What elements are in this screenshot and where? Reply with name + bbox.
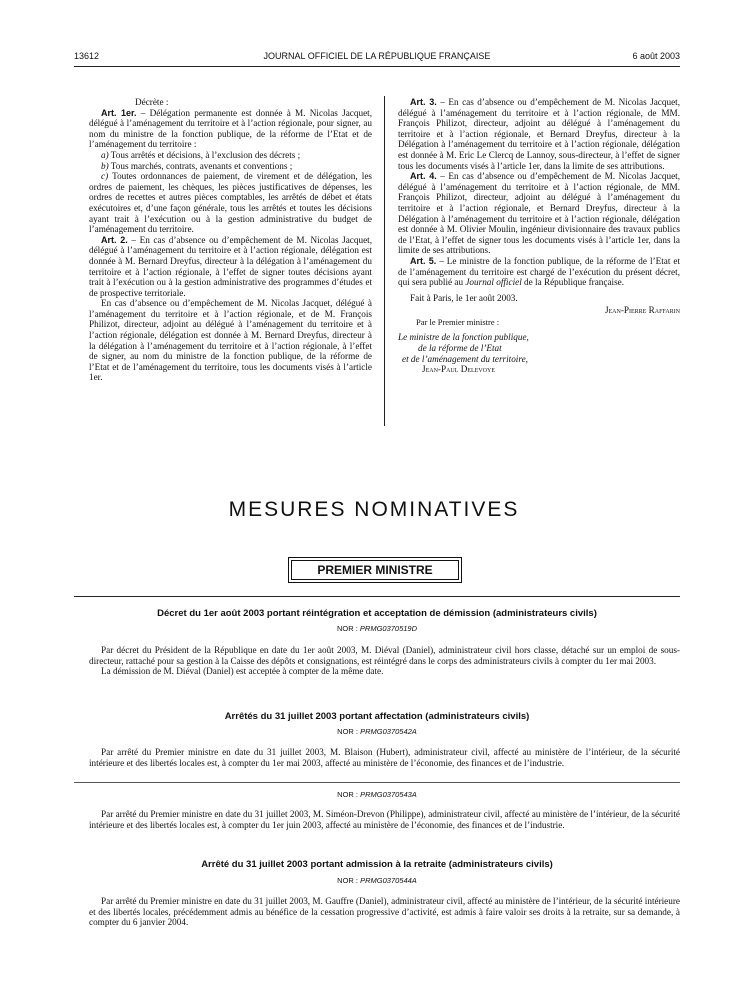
nor-label: NOR :: [336, 624, 358, 633]
header-rule: [74, 66, 680, 67]
nor-code: PRMG0370519D: [359, 624, 418, 633]
minister-name: Jean-Paul Delevoye: [422, 364, 495, 375]
article-4-text: – En cas d’absence ou d’empêchement de M. Nicolas Jacquet, délégué à l’aménagement du territoire et à l’action régionale, de MM. François Philizot, directeur, adjoint au délégué à l’aménagement du territoire et à l’action régionale, et Bernard Dreyfus, directeur à la Délégation à l’aménagement du territoire et à l’action régionale, délégation est donnée à M. Olivier Moulin, ingénieur divisionnaire des travaux publics de l’Etat, à l’effet de signer tous les documents visés à l’article 1er, dans la limite de ses attributions.: [398, 171, 681, 256]
ministry-rule: [74, 596, 680, 597]
article-2-label: Art. 2.: [101, 234, 128, 245]
entry-1-para-2: La démission de M. Diéval (Daniel) est acceptée à compter de la même date.: [101, 666, 384, 677]
item-c: [89, 171, 372, 235]
entry-2-nor: [74, 727, 680, 736]
left-column: [89, 97, 372, 383]
article-3: [398, 97, 680, 171]
entry-4-title: Arrêté du 31 juillet 2003 portant admission à la retraite (administrateurs civils): [201, 859, 553, 870]
entry-2-title: Arrêtés du 31 juillet 2003 portant affectation (administrateurs civils): [224, 711, 530, 722]
article-4: [398, 171, 680, 256]
article-5-text-a: – Le ministre de la fonction publique, de la réforme de l’Etat et de l’aménagement du territoire est chargé de l’exécution du présent décret, qui sera publié au: [398, 255, 680, 288]
right-column: [398, 97, 680, 375]
journal-officiel-ref: Journal officiel: [465, 277, 522, 288]
item-a: [89, 150, 372, 161]
entry-3-nor: [74, 790, 680, 799]
journal-title: JOURNAL OFFICIEL DE LA RÉPUBLIQUE FRANÇAISE: [263, 51, 491, 61]
column-divider: [384, 96, 385, 426]
page-header: [74, 51, 680, 65]
section-title: MESURES NOMINATIVES: [228, 498, 520, 521]
item-c-label: c): [101, 171, 109, 182]
nor-code: PRMG0370543A: [360, 790, 417, 799]
nor-code: PRMG0370544A: [360, 876, 417, 885]
entry-3-body: [89, 809, 680, 830]
article-5-label: Art. 5.: [410, 255, 437, 266]
article-5-text-b: de la République française.: [524, 277, 625, 288]
signatory-pm: Jean-Pierre Raffarin: [604, 305, 680, 316]
minister-title-3: et de l’aménagement du territoire,: [402, 353, 528, 364]
issue-date: 6 août 2003: [632, 51, 680, 61]
decrete-line: Décrète :: [135, 97, 169, 107]
entry-4-body: [89, 896, 680, 928]
entry-2-para-1: Par arrêté du Premier ministre en date du 31 juillet 2003, M. Blaison (Hubert), administrateur civil, affecté au ministère de l’intérieur, de la sécurité intérieure et des libertés locales est, à compter du 1er mai 2003, affecté au ministère de l’économie, des finances et de l’industrie.: [89, 747, 680, 768]
article-5: [398, 256, 680, 288]
ministry-box: [288, 557, 462, 583]
minister-title-2: de la réforme de l’Etat: [418, 343, 502, 354]
item-b-label: b): [101, 160, 109, 171]
entry-3-para-1: Par arrêté du Premier ministre en date du 31 juillet 2003, M. Siméon-Drevon (Philippe), administrateur civil, affecté au ministère de l’intérieur, de la sécurité intérieure et des libertés locales est, à compter du 1er juin 2003, affecté au ministère de l’économie, des finances et de l’industrie.: [89, 809, 680, 830]
par-le-premier-ministre: Par le Premier ministre :: [416, 316, 500, 327]
item-c-text: Toutes ordonnances de paiement, de virement et de délégation, les ordres de paiement, les chèques, les pièces justificatives de dépenses, les ordres de recettes et autres pièces comptables, les arrêtés de débet et états exécutoires et, d’une façon générale, tous les arrêtés et toutes les décisions ayant trait à l’exécution ou à la gestion administrative du budget de l’aménagement du territoire.: [89, 171, 372, 235]
entry-1-nor: [74, 624, 680, 633]
article-3-text: – En cas d’absence ou d’empêchement de M. Nicolas Jacquet, délégué à l’aménagement du territoire et à l’action régionale, de MM. François Philizot, directeur, adjoint au délégué à l’aménagement du territoire et à l’action régionale, et Bernard Dreyfus, directeur à la Délégation à l’aménagement du territoire et à l’action régionale, délégation est donnée à M. Eric Le Clercq de Lannoy, sous-directeur, à l’effet de signer tous les documents visés à l’article 1er, dans la limite de ses attributions.: [398, 97, 681, 171]
item-a-label: a): [101, 149, 109, 160]
entry-1-para-1: Par décret du Président de la République en date du 1er août 2003, M. Diéval (Daniel), administrateur civil hors classe, détaché sur un emploi de sous-directeur, rattaché pour sa gestion à la Caisse des dépôts et consignations, est réintégré dans le corps des administrateurs civils à compter du 1er mai 2003.: [89, 645, 680, 666]
entry-1-body: [89, 645, 680, 677]
entry-4-para-1: Par arrêté du Premier ministre en date du 31 juillet 2003, M. Gauffre (Daniel), administrateur civil, affecté au ministère de l’intérieur, de la sécurité intérieure et des libertés locales, précédemment admis au bénéfice de la cessation progressive d’activité, est admis à faire valoir ses droits à la retraite, sur sa demande, à compter du 6 janvier 2004.: [89, 896, 680, 928]
entry-1-title: Décret du 1er août 2003 portant réintégration et acceptation de démission (administrateurs civils): [157, 608, 597, 619]
nor-label: NOR :: [337, 876, 359, 885]
article-1: [89, 108, 372, 150]
ministry-label: PREMIER MINISTRE: [291, 560, 459, 580]
entry-2-body: [89, 747, 680, 768]
entry-4-nor: [74, 876, 680, 885]
fait-line: Fait à Paris, le 1er août 2003.: [410, 292, 518, 303]
article-4-label: Art. 4.: [410, 171, 437, 182]
article-1-label: Art. 1er.: [101, 107, 137, 118]
article-1-text: – Délégation permanente est donnée à M. Nicolas Jacquet, délégué à l’aménagement du territoire et à l’action régionale, pour signer, au nom du ministre de la fonction publique, de la réforme de l’Etat et de l’aménagement du territoire :: [89, 107, 372, 150]
minister-title-1: Le ministre de la fonction publique,: [398, 332, 529, 343]
item-a-text: Tous arrêtés et décisions, à l’exclusion des décrets ;: [110, 149, 301, 160]
article-2-para2: En cas d’absence ou d’empêchement de M. Nicolas Jacquet, délégué à l’aménagement du territoire et à l’action régionale, et de M. François Philizot, directeur, adjoint au délégué à l’aménagement du territoire et à l’action régionale, délégation est donnée à M. Bernard Dreyfus, directeur à la délégation à l’aménagement du territoire et à l’action régionale, à l’effet de signer, au nom du ministre de la fonction publique, de la réforme de l’Etat et de l’aménagement du territoire, tous les documents visés à l’article 1er.: [89, 298, 372, 383]
article-2-text: – En cas d’absence ou d’empêchement de M. Nicolas Jacquet, délégué à l’aménagement du territoire et à l’action régionale, délégation est donnée à M. Bernard Dreyfus, directeur à la délégation à l’aménagement du territoire et à l’action régionale, à l’effet de signer toutes décisions ayant trait à l’exécution ou à la gestion administrative des programmes d’études et de prospective territoriale.: [89, 234, 372, 298]
item-b-text: Tous marchés, contrats, avenants et conventions ;: [110, 160, 293, 171]
article-2: [89, 235, 372, 299]
entry-separator: [74, 782, 680, 783]
item-b: [89, 161, 372, 172]
nor-code: PRMG0370542A: [360, 727, 417, 736]
page-number: 13612: [74, 51, 100, 61]
nor-label: NOR :: [337, 790, 359, 799]
article-3-label: Art. 3.: [410, 97, 437, 107]
nor-label: NOR :: [337, 727, 359, 736]
